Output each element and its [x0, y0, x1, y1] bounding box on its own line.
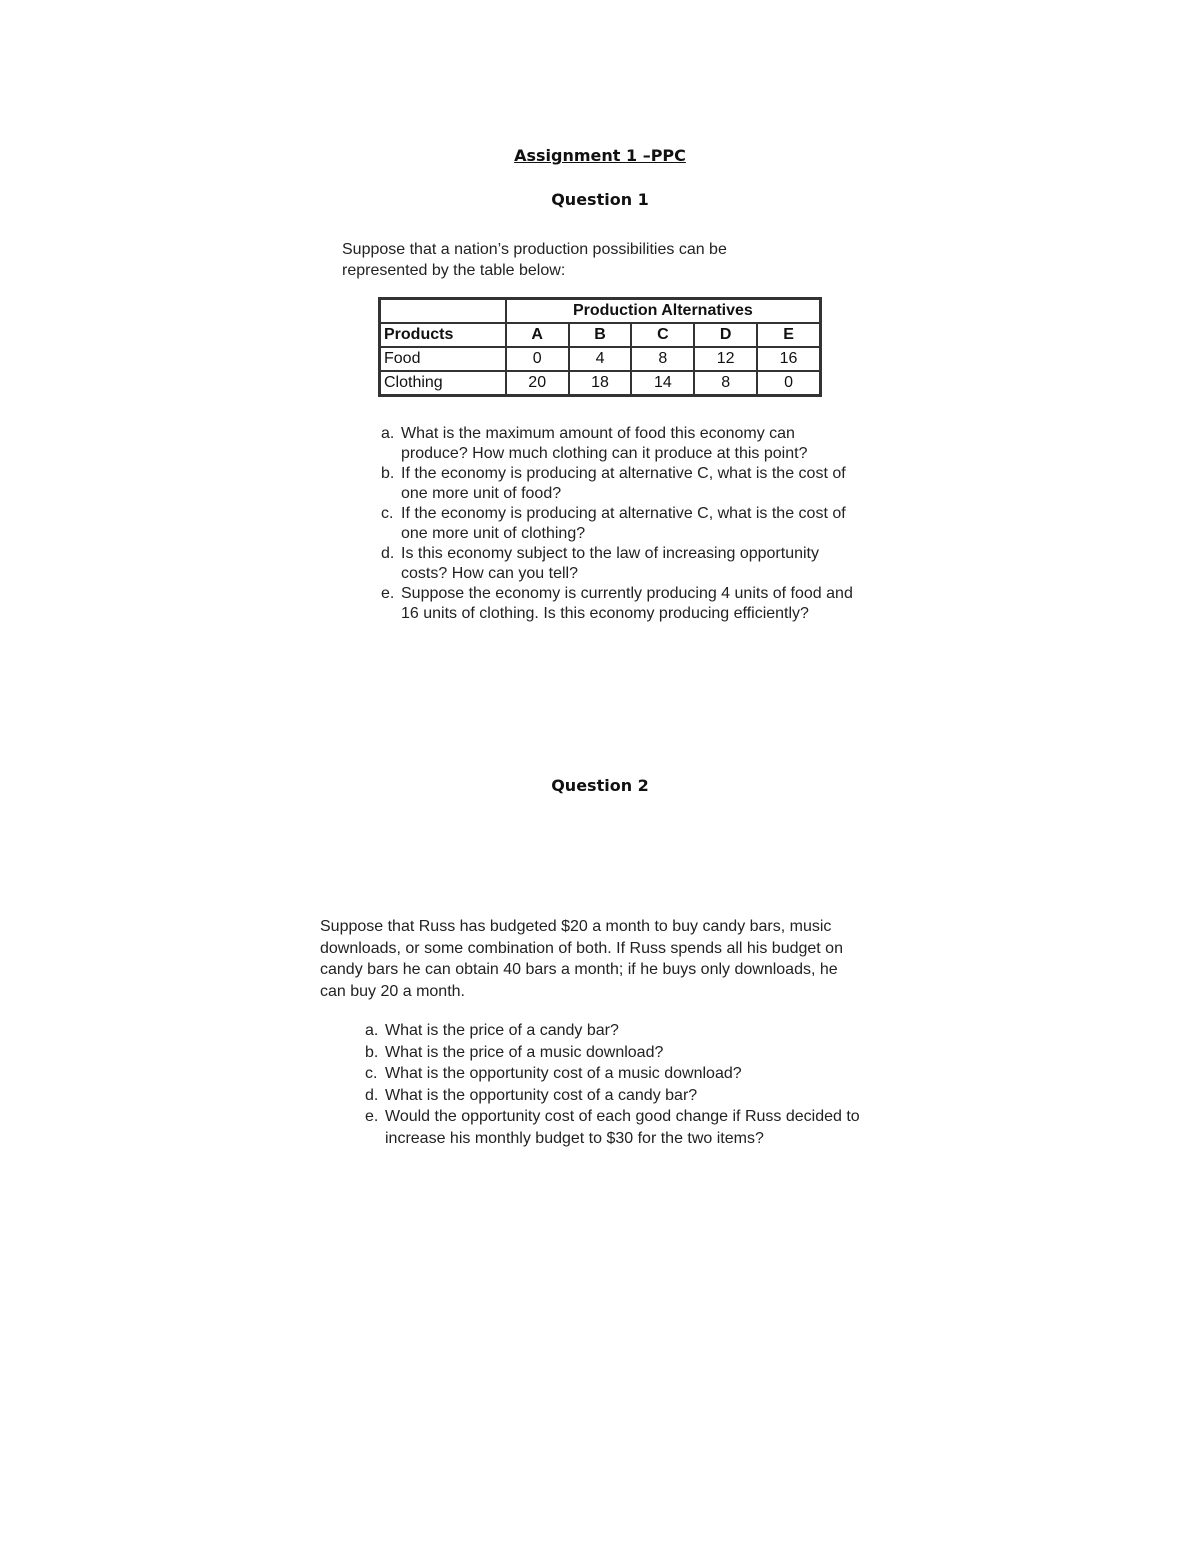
list-item	[381, 584, 861, 624]
table-row	[380, 323, 820, 347]
table-cell: 8	[631, 347, 694, 371]
table-column-header: A	[506, 323, 569, 347]
table-cell: 14	[631, 371, 694, 395]
table-cell: 20	[506, 371, 569, 395]
list-item-letter: a.	[381, 425, 395, 442]
table-column-header: E	[757, 323, 820, 347]
list-item	[365, 1042, 865, 1064]
list-item-text: What is the price of a music download?	[385, 1043, 664, 1061]
table-cell: 8	[694, 371, 757, 395]
question-2-list	[365, 1020, 865, 1149]
list-item	[365, 1020, 865, 1042]
list-item-letter: c.	[365, 1065, 378, 1082]
list-item-text: Would the opportunity cost of each good change if Russ decided to increase his monthly budget to $30 for the two items?	[385, 1108, 860, 1147]
list-item-text: What is the opportunity cost of a candy bar?	[385, 1086, 698, 1104]
table-cell: 0	[506, 347, 569, 371]
table-cell: 4	[569, 347, 632, 371]
list-item	[381, 464, 861, 504]
list-item	[365, 1063, 865, 1085]
list-item-text: What is the opportunity cost of a music download?	[385, 1065, 742, 1082]
table-row	[380, 347, 820, 371]
table-row	[380, 299, 820, 323]
table-column-header: C	[631, 323, 694, 347]
list-item-text: What is the price of a candy bar?	[385, 1022, 619, 1039]
table-row	[380, 371, 820, 395]
question-1-heading: Question 1	[551, 190, 649, 209]
list-item-letter: b.	[381, 465, 395, 482]
list-item-letter: e.	[365, 1108, 379, 1125]
table-row-header: Products	[380, 323, 506, 347]
table-cell: 18	[569, 371, 632, 395]
question-1-intro: Suppose that a nation’s production possibilities can be represented by the table below:	[342, 241, 727, 279]
list-item	[365, 1085, 865, 1107]
list-item	[381, 544, 861, 584]
list-item-text: What is the maximum amount of food this economy can produce? How much clothing can it produce at this point?	[401, 425, 808, 462]
list-item-text: If the economy is producing at alternative C, what is the cost of one more unit of food?	[401, 465, 846, 502]
list-item	[381, 424, 861, 464]
list-item-text: Is this economy subject to the law of increasing opportunity costs? How can you tell?	[401, 545, 819, 582]
question-2-intro: Suppose that Russ has budgeted $20 a month to buy candy bars, music downloads, or some combination of both. If Russ spends all his budget on candy bars he can obtain 40 bars a month; if he buys only downloads, he can buy 20 a month.	[320, 918, 843, 1000]
list-item	[365, 1106, 865, 1149]
table-cell: 12	[694, 347, 757, 371]
question-1-list	[381, 424, 861, 624]
list-item-letter: a.	[365, 1022, 379, 1039]
document-title: Assignment 1 –PPC	[514, 146, 686, 165]
question-2-heading: Question 2	[551, 776, 649, 795]
list-item	[381, 504, 861, 544]
list-item-letter: e.	[381, 585, 395, 602]
table-row-label: Food	[380, 347, 506, 371]
production-possibilities-table	[378, 297, 822, 397]
table-span-header: Production Alternatives	[506, 299, 820, 323]
list-item-letter: b.	[365, 1043, 379, 1061]
table-row-label: Clothing	[380, 371, 506, 395]
table-column-header: B	[569, 323, 632, 347]
list-item-letter: d.	[365, 1086, 379, 1104]
list-item-letter: c.	[381, 505, 394, 522]
table-cell: 0	[757, 371, 820, 395]
table-cell: 16	[757, 347, 820, 371]
table-corner-cell	[380, 299, 506, 323]
table-column-header: D	[694, 323, 757, 347]
list-item-letter: d.	[381, 545, 395, 562]
list-item-text: Suppose the economy is currently producing 4 units of food and 16 units of clothing. Is this economy producing efficiently?	[401, 585, 853, 622]
list-item-text: If the economy is producing at alternative C, what is the cost of one more unit of clothing?	[401, 505, 846, 542]
